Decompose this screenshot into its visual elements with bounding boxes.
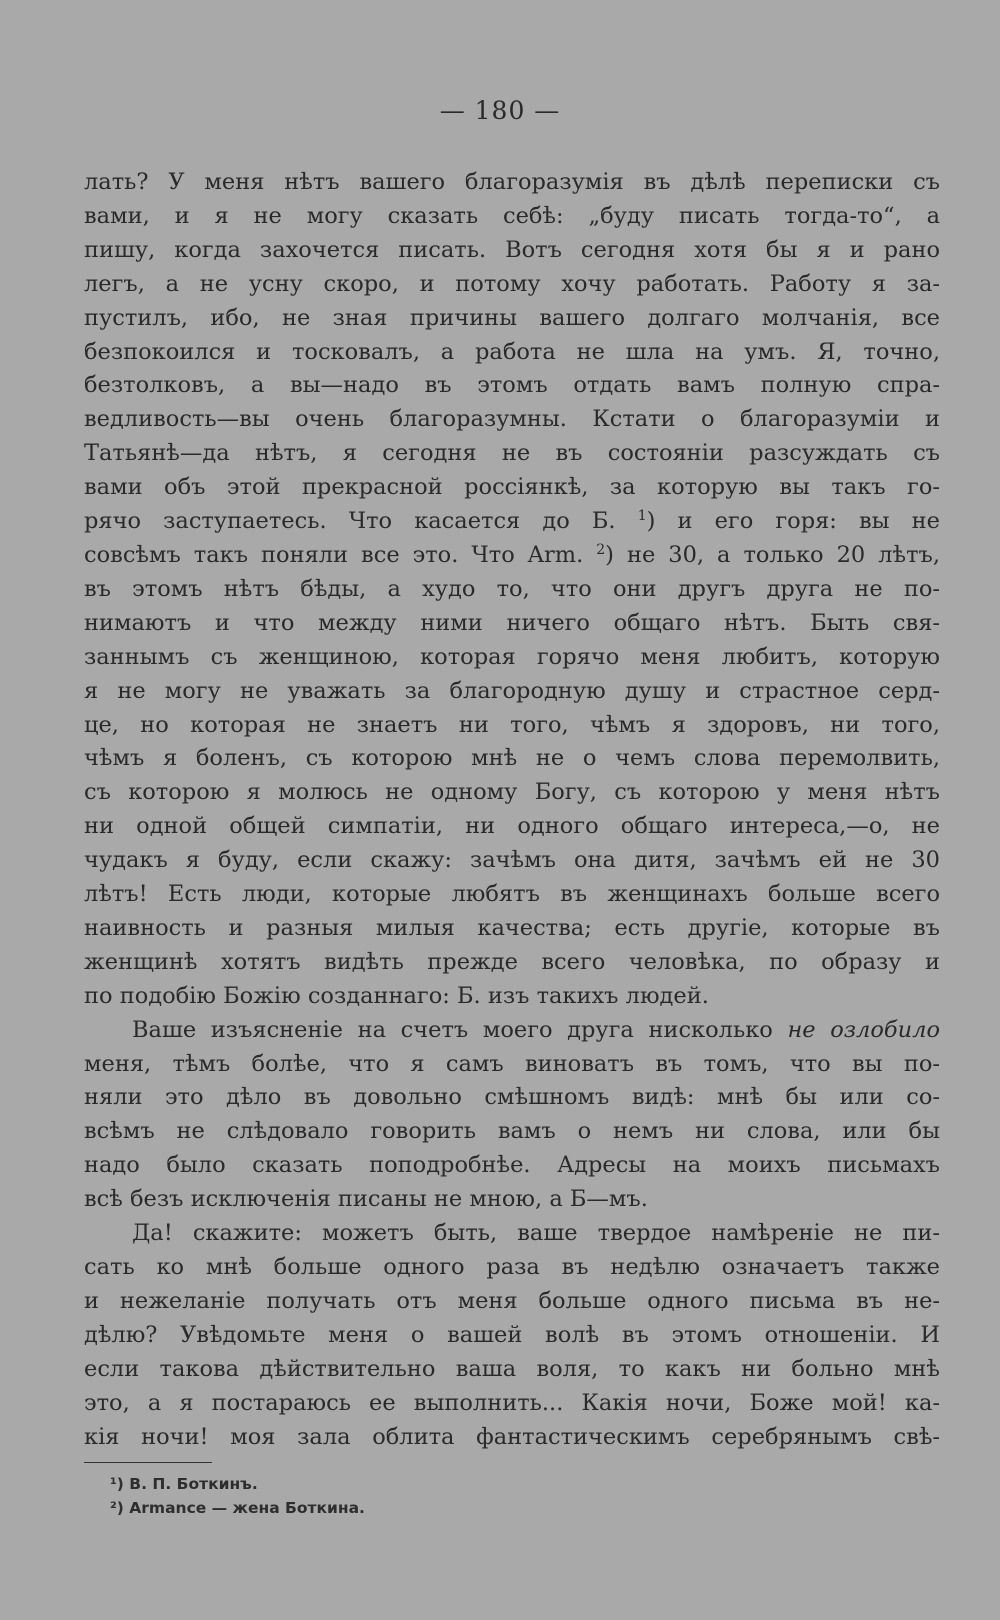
text-line: сать ко мнѣ больше одного раза въ недѣлю означаетъ также xyxy=(84,1254,940,1280)
body-text xyxy=(84,166,940,1454)
footnote-mark: ¹) xyxy=(110,1475,124,1493)
text-line: нимаютъ и что между ними ничего общаго нѣтъ. Быть свя- xyxy=(84,609,940,636)
text-line: вами, и я не могу сказать себѣ: „буду писать тогда-то“, а xyxy=(84,202,940,229)
text-fragment: ) и его горя: вы не xyxy=(646,508,940,535)
text-line: няли это дѣло въ довольно смѣшномъ видѣ: мнѣ бы или со- xyxy=(84,1084,940,1111)
text-line: это, а я постараюсь ее выполнить... Какія ночи, Боже мой! ка- xyxy=(84,1389,940,1416)
text-line: съ которою я молюсь не одному Богу, съ которою у меня нѣтъ xyxy=(84,779,940,806)
text-line: дѣлю? Увѣдомьте меня о вашей волѣ въ этомъ отношеніи. И xyxy=(84,1321,940,1348)
footnote-ref-2: 2 xyxy=(596,541,606,558)
text-fragment: Ваше изъясненіе на счетъ моего друга нисколько xyxy=(132,1016,773,1043)
text-fragment: совсѣмъ такъ поняли все это. Что Arm. xyxy=(84,541,584,568)
footnotes xyxy=(110,1472,365,1520)
paragraph-first-line xyxy=(84,1014,940,1048)
text-line: чудакъ я буду, если скажу: зачѣмъ она дитя, зачѣмъ ей не 30 xyxy=(84,847,940,874)
text-line: всѣ безъ исключенія писаны не мною, а Б—мъ. xyxy=(84,1186,648,1213)
footnote-mark: ²) xyxy=(110,1499,124,1517)
text-line: надо было сказать поподробнѣе. Адресы на моихъ письмахъ xyxy=(84,1152,940,1179)
footnote-text: Armance — жена Боткина. xyxy=(129,1499,365,1517)
text-line: вами объ этой прекрасной россіянкѣ, за которую вы такъ го- xyxy=(84,474,940,501)
footnote-text: В. П. Боткинъ. xyxy=(129,1475,258,1493)
footnote xyxy=(110,1496,365,1520)
text-line: кія ночи! моя зала облита фантастическимъ серебрянымъ свѣ- xyxy=(84,1423,940,1450)
text-fragment: рячо заступаетесь. Что касается до Б. xyxy=(84,508,616,535)
text-line: легъ, а не усну скоро, и потому хочу работать. Работу я за- xyxy=(84,270,940,297)
text-line: це, но которая не знаетъ ни того, чѣмъ я здоровъ, ни того, xyxy=(84,711,940,738)
footnote xyxy=(110,1472,365,1496)
text-line: безтолковъ, а вы—надо въ этомъ отдать вамъ полную спра- xyxy=(84,372,940,399)
text-line: лѣтъ! Есть люди, которые любятъ въ женщинахъ больше всего xyxy=(84,881,940,908)
text-fragment: ) не 30, а только 20 лѣтъ, xyxy=(605,541,940,568)
text-line: и нежеланіе получать отъ меня больше одного письма въ не- xyxy=(84,1287,940,1314)
text-line-with-footnote-2 xyxy=(84,539,940,573)
text-line: пишу, когда захочется писать. Вотъ сегодня хотя бы я и рано xyxy=(84,236,940,263)
text-line-with-footnote-1 xyxy=(84,505,940,539)
text-line: женщинѣ хотятъ видѣть прежде всего человѣка, по образу и xyxy=(84,948,940,975)
text-line: по подобію Божію созданнаго: Б. изъ такихъ людей. xyxy=(84,982,709,1009)
text-line: лать? У меня нѣтъ вашего благоразумія въ дѣлѣ переписки съ xyxy=(84,169,940,195)
text-line: меня, тѣмъ болѣе, что я самъ виноватъ въ томъ, что вы по- xyxy=(84,1050,940,1077)
text-line: безпокоился и тосковалъ, а работа не шла на умъ. Я, точно, xyxy=(84,338,940,365)
text-line: пустилъ, ибо, не зная причины вашего долгаго молчанія, все xyxy=(84,304,940,331)
text-line: чѣмъ я боленъ, съ которою мнѣ не о чемъ слова перемолвить, xyxy=(84,745,940,772)
footnote-ref-1: 1 xyxy=(637,508,647,525)
paragraph-first-line: Да! скажите: можетъ быть, ваше твердое намѣреніе не пи- xyxy=(132,1220,940,1247)
text-line: я не могу не уважать за благородную душу и страстное серд- xyxy=(84,677,940,704)
page-number: — 180 — xyxy=(439,96,561,125)
text-line: ведливость—вы очень благоразумны. Кстати о благоразуміи и xyxy=(84,406,940,433)
text-line: наивность и разныя милыя качества; есть другіе, которые въ xyxy=(84,914,940,941)
text-line: ни одной общей симпатіи, ни одного общаго интереса,—о, не xyxy=(84,813,940,840)
italic-emphasis: не озлобило xyxy=(787,1016,940,1043)
text-line: всѣмъ не слѣдовало говорить вамъ о немъ ни слова, или бы xyxy=(84,1118,940,1145)
text-line: если такова дѣйствительно ваша воля, то какъ ни больно мнѣ xyxy=(84,1355,940,1382)
footnote-divider xyxy=(84,1462,212,1463)
text-line: заннымъ съ женщиною, которая горячо меня любитъ, которую xyxy=(84,643,940,670)
text-line: Татьянѣ—да нѣтъ, я сегодня не въ состояніи разсуждать съ xyxy=(84,440,940,467)
text-line: въ этомъ нѣтъ бѣды, а худо то, что они другъ друга не по- xyxy=(84,575,940,602)
